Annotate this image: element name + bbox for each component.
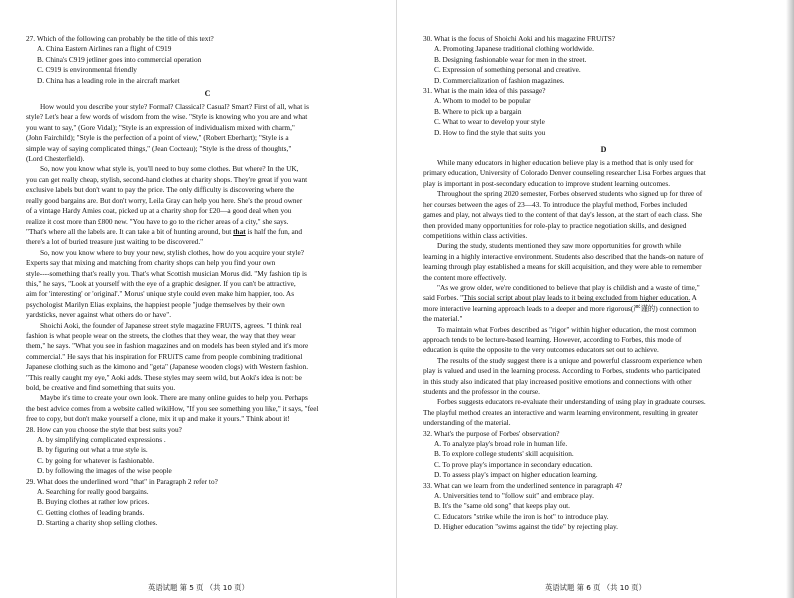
question-stem: 30. What is the focus of Shoichi Aoki and his magazine FRUiTS? <box>423 34 615 43</box>
text-line: learning in a highly interactive environment. Students also described that the hands-on nature of <box>423 251 704 261</box>
text-line: this," he says, "Look at yourself with the eye of a graphic designer. If you can't be attractive, <box>26 278 296 288</box>
text-line: then provided many opportunities for role-play to practice negotiation skills, and designed <box>423 220 687 230</box>
text-line: play is important in post-secondary education to improve student learning outcomes. <box>423 178 671 188</box>
option-c: C. Expression of something personal and creative. <box>434 65 581 75</box>
passage-d-paragraph-3 <box>423 241 784 283</box>
text-line: During the study, students mentioned they saw more opportunities for growth while <box>437 241 682 251</box>
option-d: D. How to find the style that suits you <box>434 127 546 137</box>
text-line: learning through play established a means for skill acquisition, and they were able to remember <box>423 262 702 272</box>
question-31 <box>423 86 784 138</box>
question-33 <box>423 481 784 533</box>
question-32 <box>423 429 784 481</box>
text-line: bold, be creative and find something that suits you. <box>26 383 176 392</box>
option-b: B. Where to pick up a bargain <box>434 106 522 116</box>
passage-d-paragraph-7 <box>423 397 784 428</box>
option-c: C. To prove play's importance in secondary education. <box>434 459 593 469</box>
text-line: style? Let's hear a few words of wisdom from the wise. "Style is knowing who you are and what <box>26 112 308 122</box>
text-line: aim for 'interesting' or 'original'." Morus' unique style could even make him happier, too. As <box>26 289 295 299</box>
text-line: fashion is what people wear on the streets, the clothes that they wear, the way that they wear <box>26 330 296 340</box>
text-line: yardsticks, never against what others do or have". <box>26 310 172 320</box>
option-d: D. by following the images of the wise people <box>37 466 172 476</box>
text-line: play is valued and used in the learning process. According to Forbes, students who participated <box>423 366 701 376</box>
option-d: D. Starting a charity shop selling clothes. <box>37 518 158 528</box>
text-line: Experts say that mixing and matching from charity shops can help you find your own <box>26 258 276 268</box>
option-a: A. To analyze play's broad role in human life. <box>434 439 568 449</box>
question-stem: 31. What is the main idea of this passage? <box>423 86 546 96</box>
text-line: free to copy, but don't make yourself a clone, mix it up and make it yours." Think about it! <box>26 414 290 424</box>
text-line: To maintain what Forbes described as "rigor" within higher education, the most common <box>437 324 697 334</box>
option-a: A. Universities tend to "follow suit" and embrace play. <box>434 491 594 501</box>
text-line: (Lord Chesterfield). <box>26 154 85 164</box>
text-line: realize it cost more than £800 new. "You have to go to the richer areas of a city," she says. <box>26 216 289 226</box>
text-line: exclusive labels but don't want to pay the price. The only difficulty is discovering where the <box>26 185 295 195</box>
option-a: A. by simplifying complicated expressions . <box>37 435 166 445</box>
text-line: them," he says. "What you see in fashion magazines and on models has been styled and it's more <box>26 341 309 351</box>
text-line: Maybe it's time to create your own look. There are many online guides to help you. Perhaps <box>40 393 308 403</box>
text-line: While many educators in higher education believe play is a method that is only used for <box>437 158 694 168</box>
option-a: A. China Eastern Airlines ran a flight of C919 <box>37 44 172 54</box>
text-line: style----something that's really you. That's what Scottish musician Morus did. "My fashion tip is <box>26 268 307 278</box>
option-d: D. Higher education "swims against the tide" by rejecting play. <box>434 522 619 532</box>
underlined-word-that: that <box>233 226 246 236</box>
passage-d-paragraph-4 <box>423 283 784 325</box>
question-stem: 28. How can you choose the style that best suits you? <box>26 424 182 434</box>
text-line: you want to say," (Gore Vidal); "Style is an expression of individualism mixed with charm," <box>26 122 295 132</box>
text-line: simple way of saying complicated things," (Jean Cocteau); "Style is the dress of thoughts," <box>26 143 292 153</box>
question-stem: 27. Which of the following can probably be the title of this text? <box>26 34 214 43</box>
page-footer: 英语试题 第 5 页 （共 10 页） <box>148 583 249 592</box>
text-line: So, now you know where to buy your new, stylish clothes, how do you acquire your style? <box>40 247 304 257</box>
text-line: really good bargains are. But don't worry, Leila Gray can help you here. She's the proud owner <box>26 195 303 205</box>
question-stem: 33. What can we learn from the underlined sentence in paragraph 4? <box>423 480 623 490</box>
text-segment: is half the fun, and <box>245 226 303 236</box>
option-b: B. China's C919 jetliner goes into commercial operation <box>37 54 202 64</box>
text-line: Japanese clothing such as the kimono and "geta" (Japanese wooden clogs) with Western fashion. <box>26 362 309 372</box>
text-line: commercial." He says that his inspiration for FRUiTS came from people combining traditional <box>26 351 303 361</box>
passage-d-paragraph-5 <box>423 325 784 356</box>
option-c: C. by going for whatever is fashionable. <box>37 455 155 465</box>
option-b: B. by figuring out what a true style is. <box>37 445 148 455</box>
underlined-sentence: This social script about play leads to it being excluded from higher education. <box>463 293 691 303</box>
text-line: of a vintage Hardy Amies coat, picked up at a charity shop for £20—a good deal when you <box>26 206 292 216</box>
text-line: her courses between the ages of 23—43. To introduce the playful method, Forbes included <box>423 199 688 209</box>
option-a: A. Promoting Japanese traditional clothing worldwide. <box>434 44 594 54</box>
text-line: students and the professor in the course. <box>423 387 540 396</box>
passage-c-paragraph-2 <box>26 164 389 247</box>
text-line: more interactive learning approach leads to a deeper and more rigorous(严谨的) connection to <box>423 303 699 313</box>
option-b: B. Designing fashionable wear for men in the street. <box>434 54 587 64</box>
option-c: C. C919 is environmental friendly <box>37 65 137 75</box>
option-d: D. Commercialization of fashion magazines. <box>434 75 565 85</box>
text-segment: A <box>690 293 697 303</box>
text-line: you can get really cheap, stylish, second-hand clothes at charity shops. They're great if you want <box>26 174 308 184</box>
option-c: C. What to wear to develop your style <box>434 117 545 127</box>
text-line: So, now you know what style is, you'll need to buy some clothes. But where? In the UK, <box>40 164 299 174</box>
text-line: The playful method creates an interactive and warm learning environment, resulting in greater <box>423 407 698 417</box>
passage-c-paragraph-4 <box>26 321 389 394</box>
option-a: A. Searching for really good bargains. <box>37 487 149 497</box>
text-line: Throughout the spring 2020 semester, Forbes observed students who signed up for three of <box>437 189 703 199</box>
option-b: B. Buying clothes at rather low prices. <box>37 497 150 507</box>
option-b: B. To explore college students' skill acquisition. <box>434 449 574 459</box>
passage-d-paragraph-6 <box>423 356 784 398</box>
question-29 <box>26 477 389 529</box>
page-footer: 英语试题 第 6 页 （共 10 页） <box>545 583 646 592</box>
passage-c-paragraph-3 <box>26 248 389 321</box>
section-heading-c: C <box>204 89 211 99</box>
option-d: D. To assess play's impact on higher education learning. <box>434 470 598 480</box>
page-6 <box>397 0 794 598</box>
text-line <box>423 293 784 303</box>
text-segment: "That's where all the labels are. It can take a bit of hunting around, but <box>26 226 232 236</box>
option-d: D. China has a leading role in the aircraft market <box>37 75 180 85</box>
question-28 <box>26 425 389 477</box>
text-line: How would you describe your style? Formal? Classical? Casual? Smart? First of all, what is <box>40 102 309 112</box>
text-line: education is quite the opposite to the very outcomes educators set out to achieve. <box>423 345 659 355</box>
text-line: (John Fairchild); "Style is the perfection of a point of view," (Robert Eberhart); "Style is a <box>26 133 289 143</box>
text-line: competitions within class activities. <box>423 230 528 240</box>
option-c: C. Getting clothes of leading brands. <box>37 507 145 517</box>
passage-c-paragraph-1 <box>26 102 389 164</box>
text-line: psychologist Marilyn Elias explains, the happiest people "judge themselves by their own <box>26 299 285 309</box>
text-line: "This really caught my eye," Aoki adds. These styles may seem wild, but Aoki's idea is not: be <box>26 372 302 382</box>
text-line: primary education, University of Colorado Denver counseling researcher Lisa Forbes argues that <box>423 168 706 178</box>
text-line: there's a lot of buried treasure just waiting to be discovered." <box>26 237 204 247</box>
question-stem: 32. What's the purpose of Forbes' observation? <box>423 428 560 438</box>
option-c: C. Educators "strike while the iron is hot" to introduce play. <box>434 511 609 521</box>
text-line: approach tends to be lecture-based learning. However, according to Forbes, this mode of <box>423 334 682 344</box>
text-line: in this study also indicated that play increased positive emotions and connections with other <box>423 376 692 386</box>
question-27 <box>26 34 389 86</box>
text-line: Shoichi Aoki, the founder of Japanese street style magazine FRUiTS, agrees. "I think real <box>40 320 302 330</box>
option-b: B. It's the "same old song" that keeps play out. <box>434 501 570 511</box>
text-line: "As we grow older, we're conditioned to believe that play is childish and a waste of time," <box>437 282 700 292</box>
passage-d-paragraph-1 <box>423 158 784 189</box>
text-line: understanding of the material. <box>423 418 511 428</box>
text-line: the content more effectively. <box>423 272 507 282</box>
text-line: The results of the study suggest there is a unique and powerful classroom experience when <box>437 355 703 365</box>
passage-d-paragraph-2 <box>423 189 784 241</box>
question-stem: 29. What does the underlined word "that" in Paragraph 2 refer to? <box>26 476 218 486</box>
passage-c-paragraph-5 <box>26 393 389 424</box>
text-line: the best advice comes from a website called wikiHow, "If you see something you like," it says, "feel <box>26 403 319 413</box>
text-segment: said Forbes. " <box>423 293 464 303</box>
scan-edge-shadow <box>786 0 794 598</box>
question-30 <box>423 34 784 86</box>
text-line <box>26 227 389 237</box>
section-heading-d: D <box>600 145 607 155</box>
text-line: Forbes suggests educators re-evaluate their understanding of using play in graduate courses. <box>437 397 706 407</box>
text-line: games and play, not always tied to the content of that day's lesson, at the start of each class. She <box>423 210 703 220</box>
text-line: the material." <box>423 314 463 324</box>
option-a: A. Whom to model to be popular <box>434 96 531 106</box>
